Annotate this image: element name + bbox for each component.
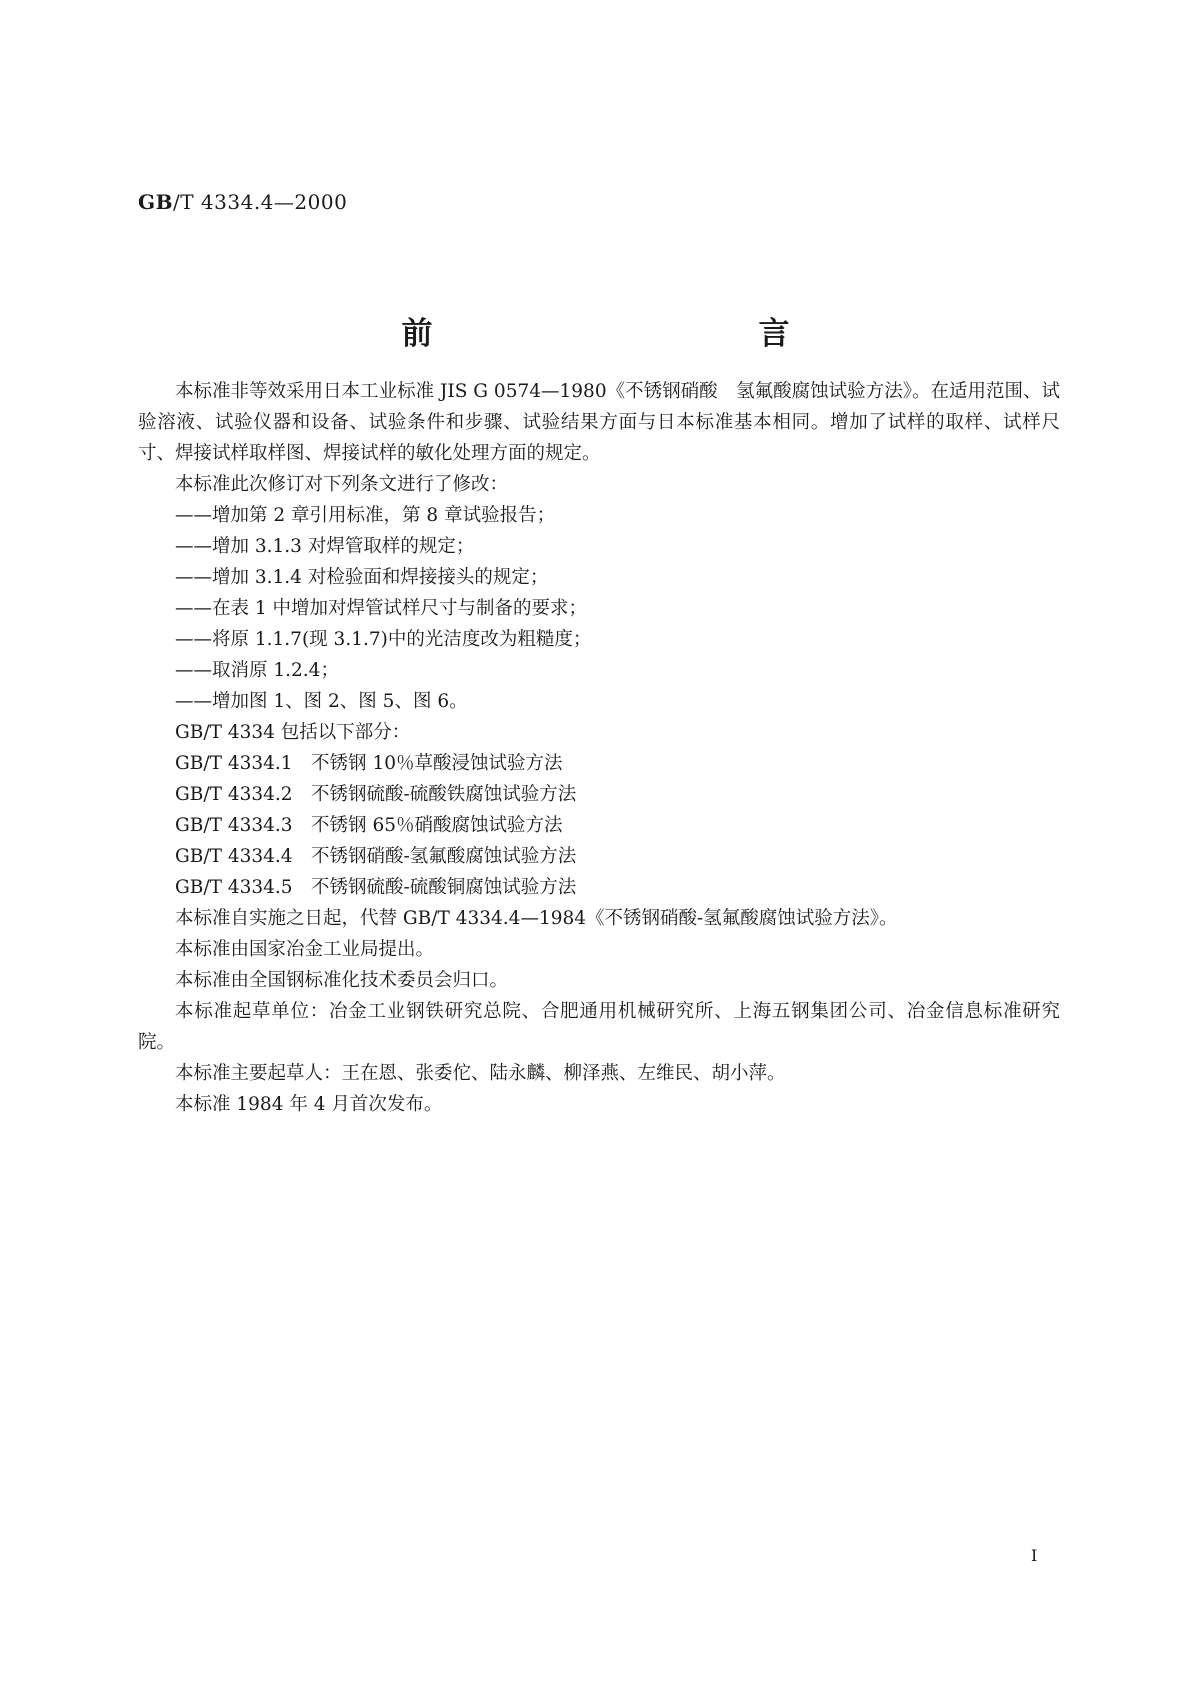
body-text	[138, 376, 1060, 1120]
list-item-part: GB/T 4334.3 不锈钢 65％硝酸腐蚀试验方法	[175, 815, 563, 836]
paragraph-centralized-by: 本标准由全国钢标准化技术委员会归口。	[175, 970, 509, 991]
list-item-part: GB/T 4334.1 不锈钢 10％草酸浸蚀试验方法	[175, 753, 563, 774]
paragraph-first-issued: 本标准 1984 年 4 月首次发布。	[175, 1094, 443, 1115]
paragraph-drafting-units: 本标准起草单位：冶金工业钢铁研究总院、合肥通用机械研究所、上海五钢集团公司、冶金信息标准研究院。	[138, 1001, 1060, 1053]
paragraph-replaces: 本标准自实施之日起，代替 GB/T 4334.4—1984《不锈钢硝酸-氢氟酸腐蚀试验方法》。	[175, 908, 898, 929]
list-item-revision: ——取消原 1.2.4；	[175, 660, 339, 681]
paragraph-drafters: 本标准主要起草人：王在恩、张委佗、陆永麟、柳泽燕、左维民、胡小萍。	[175, 1063, 786, 1084]
standard-code-number: /T 4334.4—2000	[172, 190, 348, 214]
page-number: I	[1031, 1546, 1038, 1565]
page-title: 前 言	[401, 316, 878, 352]
list-item-revision: ——增加 3.1.3 对焊管取样的规定；	[175, 536, 475, 557]
paragraph-adoption: 本标准非等效采用日本工业标准 JIS G 0574—1980《不锈钢硝酸 氢氟酸腐蚀试验方法》。在适用范围、试验溶液、试验仪器和设备、试验条件和步骤、试验结果方面与日本标准基本相同。增加了试样的取样、试样尺寸、焊接试样取样图、焊接试样的敏化处理方面的规定。	[138, 381, 1060, 464]
list-item-part: GB/T 4334.4 不锈钢硝酸-氢氟酸腐蚀试验方法	[175, 846, 577, 867]
standard-code	[138, 190, 347, 214]
list-item-revision: ——在表 1 中增加对焊管试样尺寸与制备的要求；	[175, 598, 588, 619]
list-item-revision: ——将原 1.1.7(现 3.1.7)中的光洁度改为粗糙度；	[175, 629, 592, 650]
paragraph-revision-intro: 本标准此次修订对下列条文进行了修改：	[175, 474, 509, 495]
list-item-part: GB/T 4334.2 不锈钢硫酸-硫酸铁腐蚀试验方法	[175, 784, 577, 805]
standard-code-prefix: GB	[138, 190, 173, 214]
list-item-revision: ——增加图 1、图 2、图 5、图 6。	[175, 691, 468, 712]
list-item-revision: ——增加 3.1.4 对检验面和焊接接头的规定；	[175, 567, 549, 588]
list-item-part: GB/T 4334.5 不锈钢硫酸-硫酸铜腐蚀试验方法	[175, 877, 577, 898]
paragraph-parts-intro: GB/T 4334 包括以下部分：	[175, 722, 411, 743]
paragraph-proposed-by: 本标准由国家冶金工业局提出。	[175, 939, 435, 960]
list-item-revision: ——增加第 2 章引用标准，第 8 章试验报告；	[175, 505, 556, 526]
